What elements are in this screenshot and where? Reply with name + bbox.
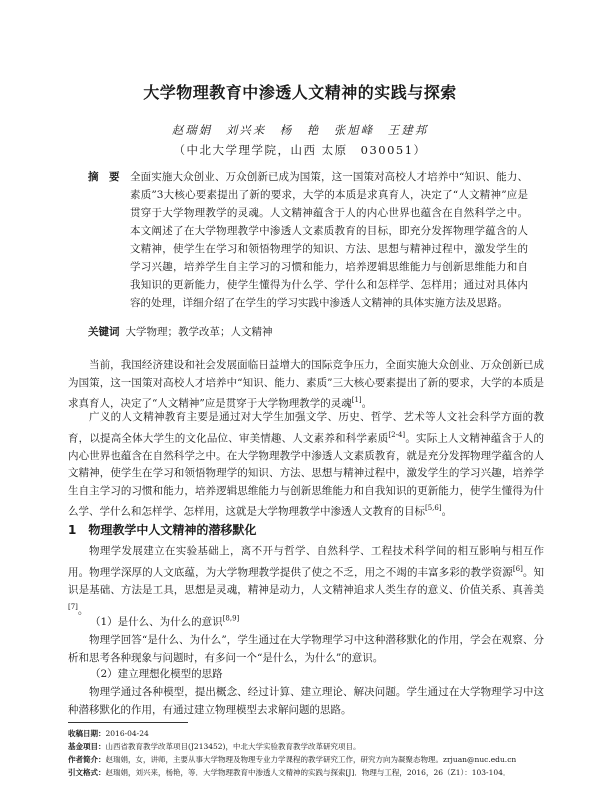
abstract-text: 全面实施大众创业、万众创新已成为国策，这一国策对高校人才培养中“知识、能力、素质”3大核心要素提出了新的要求，大学的本质是求真育人，决定了“人文精神”应是贯穿于大学物理教学的灵魂。人文精神蕴含于人的内心世界也蕴含在自然科学之中。本文阐述了在大学物理教学中渗透人文素质教育的目标，即充分发挥物理学蕴含的人文精神，使学生在学习和领悟物理学的知识、方法、思想与精神过程中，激发学生的学习兴趣，培养学生自主学习的习惯和能力，培养逻辑思维能力与创新思维能力和自我知识的更新能力，使学生懂得为什么学、学什么和怎样学、怎样用；通过对具体内容的处理，详细介绍了在学生的学习实践中渗透人文精神的具体实施方法及思路。 — [130, 171, 528, 309]
footnotes — [68, 727, 548, 779]
keywords-text: 大学物理；教学改革；人文精神 — [125, 326, 273, 338]
citation: [2-4] — [388, 430, 406, 439]
footnote-citation — [68, 766, 548, 779]
keywords-block — [88, 323, 528, 341]
section-1-tail: 。知识是基础、方法是工具，思想是灵魂，精神是动力，人文精神追求人类生存的意义、价值关系、真善美 — [68, 566, 545, 596]
section-1-text: 物理学发展建立在实验基础上，离不开与哲学、自然科学、工程技术科学间的相互影响与相互作用。物理学深厚的人文底蕴，为大学物理教学提供了使之不乏，用之不竭的丰富多彩的教学资源 — [68, 545, 544, 578]
abstract-label: 摘 要 — [88, 171, 120, 183]
subsection-1-heading — [90, 614, 239, 629]
citation: [6] — [512, 564, 523, 573]
intro-2-tail: 。实际上人文精神蕴含于人的内心世界也蕴含在自然科学之中。在大学物理教学中渗透人文素质教育，就是充分发挥物理学蕴含的人文精神，使学生在学习和领悟物理学的知识、方法、思想与精神过程中，激发学生的学习兴趣，培养学生自主学习的习惯和能力，培养逻辑思维能力与创新思维能力和自我知识的更新能力，使学生懂得为什么学、学什么和怎样学、怎样用，这就是大学物理教学中渗透人文教育的目标 — [68, 432, 545, 518]
section-1-end: 。 — [77, 604, 89, 617]
abstract-block — [88, 168, 528, 312]
footnote-label: 引文格式： — [68, 768, 106, 777]
footnote-label: 基金项目： — [68, 742, 106, 751]
footnote-author — [68, 753, 548, 766]
citation: [7] — [68, 603, 78, 611]
subsection-2-heading: （2）建立理想化模型的思路 — [90, 668, 223, 680]
footnote-text: 赵瑞娟，刘兴来，杨艳，等．大学物理教育中渗透人文精神的实践与探索[J]．物理与工程，2016，26（Z1）：103-104． — [105, 768, 511, 777]
intro-paragraph-1 — [68, 357, 544, 413]
section-1-paragraph — [68, 543, 544, 620]
section-1-heading: 1 物理教学中人文精神的潜移默化 — [68, 523, 257, 537]
subsection-1-title: （1）是什么、为什么的意识 — [90, 616, 223, 628]
citation: [1] — [351, 396, 362, 404]
paper-authors: 赵瑞娟 刘兴来 杨 艳 张旭峰 王建邦 — [171, 123, 429, 137]
intro-2-text: 广义的人文精神教育主要是通过对大学生加强文学、历史、哲学、艺术等人文社会科学方面的教育，以提高全体大学生的文化品位、审美情趣、人文素养和科学素质 — [68, 411, 544, 444]
subsection-1-paragraph: 物理学回答“是什么、为什么”，学生通过在大学物理学习中这种潜移默化的作用，学会在观察、分析和思考各种现象与问题时，有多问一个“是什么，为什么”的意识。 — [68, 634, 544, 664]
footnote-text: 赵瑞娟，女，讲师，主要从事大学物理及物理专业力学课程的教学研究工作，研究方向为凝聚态物理。zrjuan@nuc.edu.cn — [105, 755, 517, 764]
footnote-divider — [68, 722, 188, 723]
subsection-2-paragraph: 物理学通过各种模型，提出概念、经过计算、建立理论、解决问题。学生通过在大学物理学习中这种潜移默化的作用，有通过建立物理模型去求解问题的思路。 — [68, 686, 544, 716]
footnote-text: 山西省教育教学改革项目(J213452)，中北大学实验教育教学改革研究项目。 — [105, 742, 361, 751]
intro-1-text: 当前，我国经济建设和社会发展面临日益增大的国际竞争压力，全面实施大众创业、万众创新已成为国策，这一国策对高校人才培养中“知识、能力、素质”三大核心要素提出了新的要求，大学的本质是求真育人，决定了“人文精神”应是贯穿于大学物理教学的灵魂 — [68, 359, 544, 410]
footnote-text: 2016-04-24 — [105, 729, 149, 738]
footnote-fund — [68, 740, 548, 753]
footnote-received — [68, 727, 548, 740]
citation: [8,9] — [222, 614, 240, 623]
citation: [5,6] — [425, 504, 442, 512]
paper-title: 大学物理教育中渗透人文精神的实践与探索 — [143, 83, 457, 102]
keywords-label: 关键词 — [88, 326, 120, 338]
footnote-label: 作者简介： — [68, 755, 106, 764]
footnote-label: 收稿日期： — [68, 729, 106, 738]
intro-paragraph-2 — [68, 409, 544, 521]
intro-1-tail: 。 — [361, 397, 373, 410]
paper-affiliation: （中北大学理学院，山西 太原 030051） — [173, 143, 427, 157]
intro-2-end: 。 — [441, 505, 453, 518]
